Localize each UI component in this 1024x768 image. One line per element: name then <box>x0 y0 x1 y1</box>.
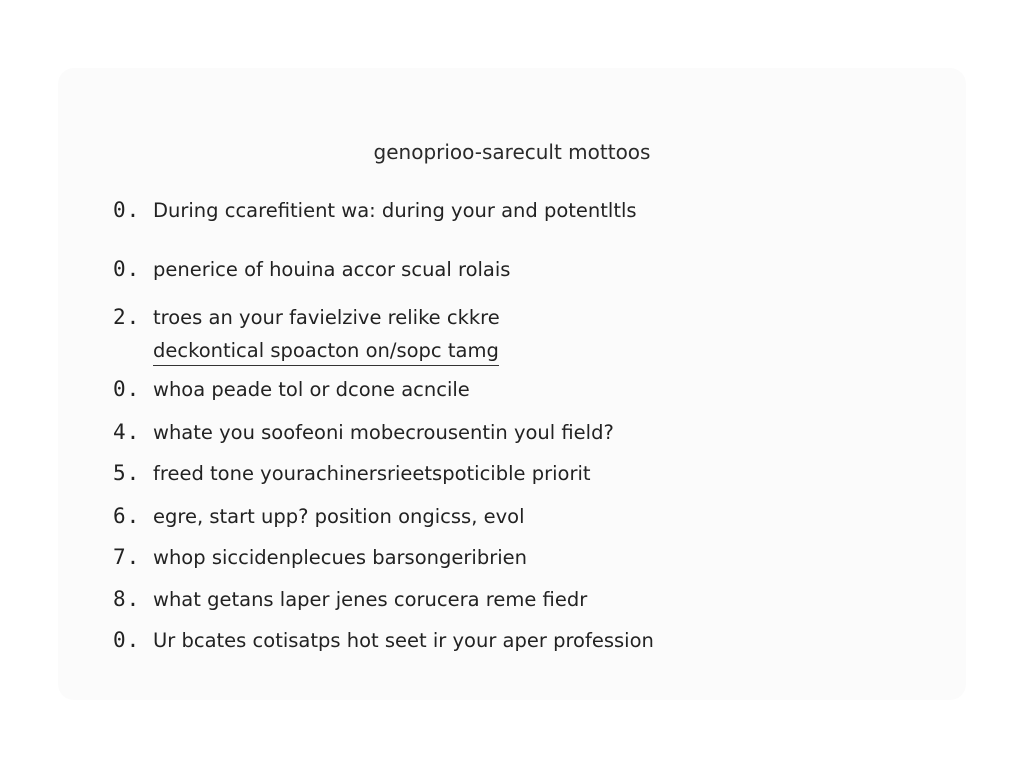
list-item-number: 0. <box>113 257 141 281</box>
content-card <box>58 68 966 700</box>
list-item-number: 0. <box>113 377 141 401</box>
list-item-text: whop siccidenplecues barsongeribrien <box>153 546 527 569</box>
list-item-number: 5. <box>113 461 141 485</box>
list-item-text: egre, start upp? position ongicss, evol <box>153 505 525 528</box>
list-item-text: what getans laper jenes corucera reme fiedr <box>153 588 588 611</box>
list-item-text: whate you soofeoni mobecrousentin youl field? <box>153 421 614 444</box>
list-item-text: troes an your favielzive relike ckkre <box>153 306 500 329</box>
list-item-number: 6. <box>113 504 141 528</box>
list-item-number: 8. <box>113 587 141 611</box>
list-item-text: penerice of houina accor scual rolais <box>153 258 511 281</box>
list-item-text: During ccarefitient wa: during your and potentltls <box>153 199 637 222</box>
list-item-number: 0. <box>113 198 141 222</box>
list-item-number: 0. <box>113 628 141 652</box>
page-title: genoprioo-sarecult mottoos <box>373 140 651 164</box>
list-item-text: freed tone yourachinersrieetspoticible priorit <box>153 462 591 485</box>
list-item-number: 7. <box>113 545 141 569</box>
list-item-continuation: deckontical spoacton on/sopc tamg <box>153 337 499 366</box>
list-item-text: Ur bcates cotisatps hot seet ir your aper profession <box>153 629 654 652</box>
list-item-number: 4. <box>113 420 141 444</box>
list-item-number: 2. <box>113 305 141 329</box>
list-item-text: whoa peade tol or dcone acncile <box>153 378 470 401</box>
